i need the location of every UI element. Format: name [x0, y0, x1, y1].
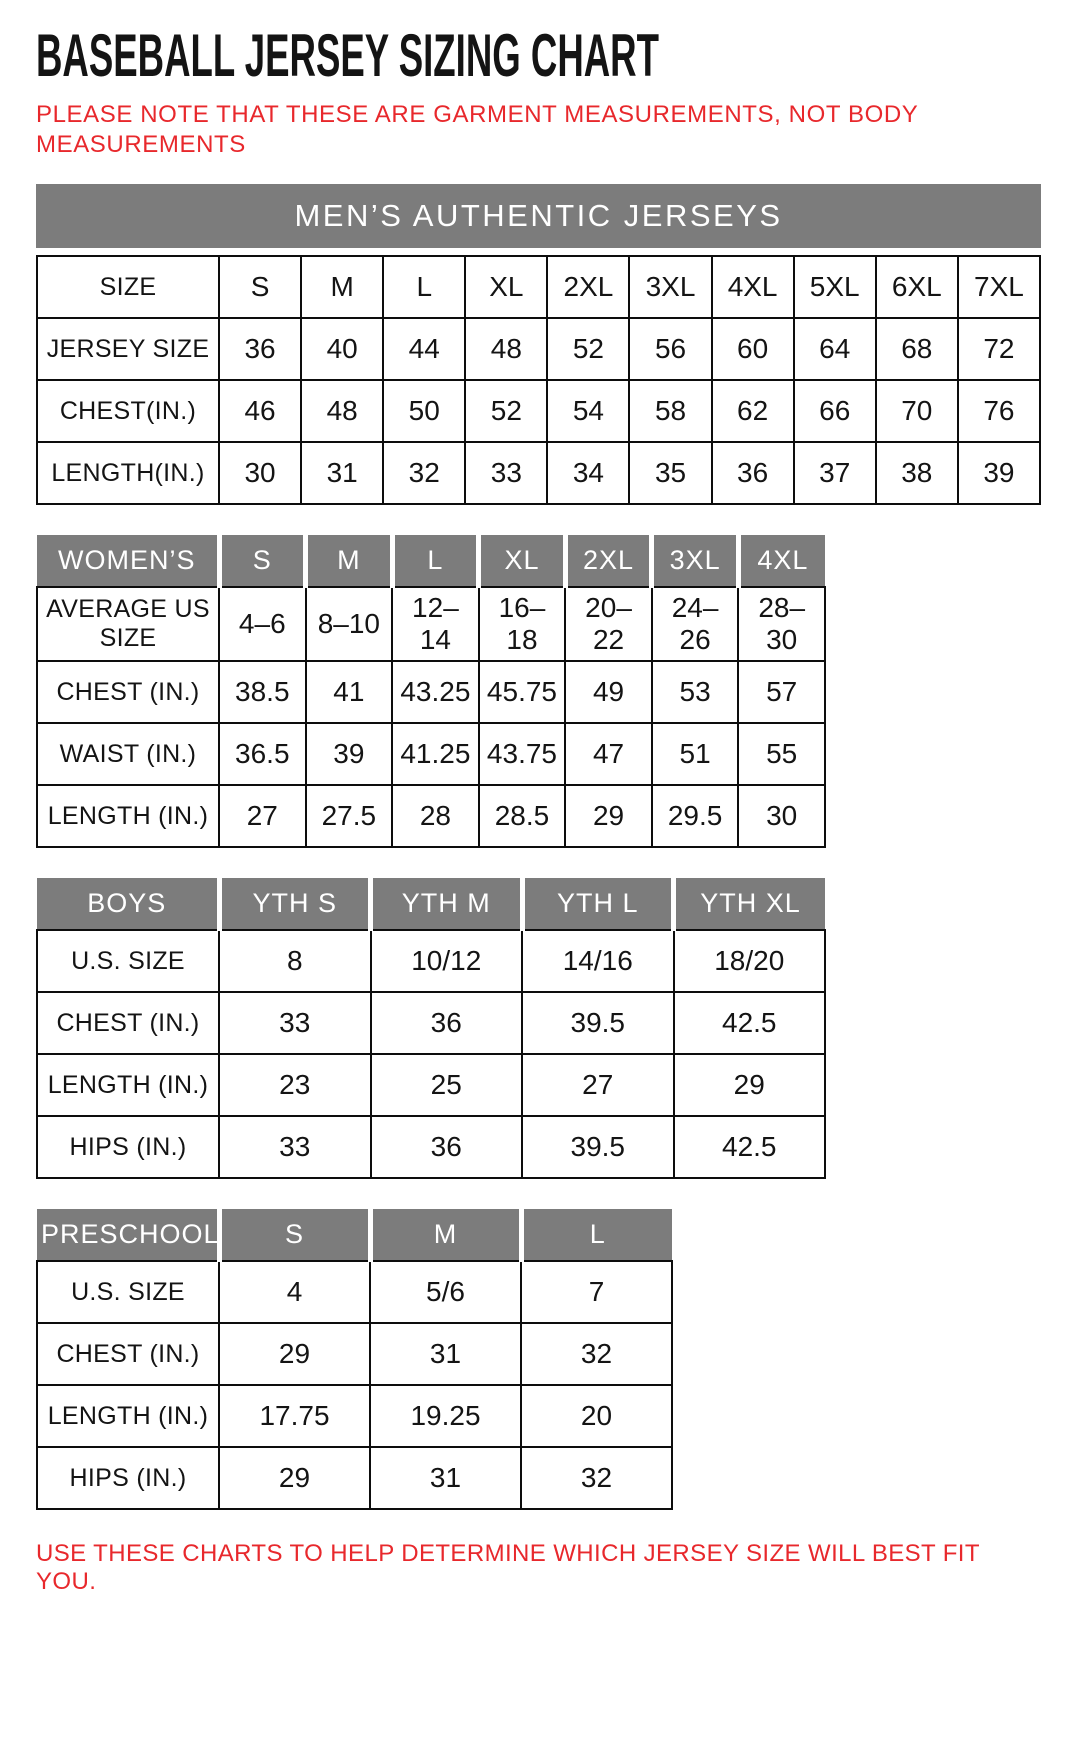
- size-header-cell: M: [370, 1209, 521, 1261]
- size-header-cell: YTH M: [371, 878, 523, 930]
- size-header-cell: 2XL: [565, 535, 652, 587]
- womens-header-label: WOMEN’S: [37, 535, 219, 587]
- row-label: LENGTH (IN.): [37, 1054, 219, 1116]
- table-row: [37, 1116, 825, 1178]
- value-cell: 50: [383, 380, 465, 442]
- value-cell: 54: [547, 380, 629, 442]
- value-cell: 40: [301, 318, 383, 380]
- value-cell: 41.25: [392, 723, 479, 785]
- size-header-cell: 4XL: [738, 535, 825, 587]
- value-cell: 29: [674, 1054, 826, 1116]
- size-header-cell: M: [306, 535, 393, 587]
- value-cell: 4: [219, 1261, 370, 1323]
- value-cell: 32: [521, 1447, 672, 1509]
- value-cell: 28–30: [738, 587, 825, 661]
- value-cell: 58: [629, 380, 711, 442]
- value-cell: 34: [547, 442, 629, 504]
- value-cell: 35: [629, 442, 711, 504]
- value-cell: 12–14: [392, 587, 479, 661]
- value-cell: 4XL: [712, 256, 794, 318]
- size-header-cell: S: [219, 1209, 370, 1261]
- value-cell: 52: [547, 318, 629, 380]
- size-header-cell: XL: [479, 535, 566, 587]
- value-cell: 8–10: [306, 587, 393, 661]
- size-header-cell: YTH S: [219, 878, 371, 930]
- value-cell: 4–6: [219, 587, 306, 661]
- value-cell: 6XL: [876, 256, 958, 318]
- row-label: CHEST (IN.): [37, 661, 219, 723]
- table-row: [37, 1323, 672, 1385]
- value-cell: 7XL: [958, 256, 1040, 318]
- value-cell: 52: [465, 380, 547, 442]
- value-cell: 51: [652, 723, 739, 785]
- table-row: [37, 1385, 672, 1447]
- row-label: U.S. SIZE: [37, 930, 219, 992]
- value-cell: 7: [521, 1261, 672, 1323]
- value-cell: 27: [522, 1054, 674, 1116]
- value-cell: 28.5: [479, 785, 566, 847]
- preschool-sizing-section: [36, 1209, 1041, 1510]
- table-row: [37, 380, 1040, 442]
- value-cell: 39: [306, 723, 393, 785]
- value-cell: 76: [958, 380, 1040, 442]
- table-row: [37, 992, 825, 1054]
- value-cell: 10/12: [371, 930, 523, 992]
- value-cell: 70: [876, 380, 958, 442]
- value-cell: 39.5: [522, 992, 674, 1054]
- size-header-cell: 3XL: [652, 535, 739, 587]
- value-cell: 43.75: [479, 723, 566, 785]
- value-cell: 36: [712, 442, 794, 504]
- value-cell: 36: [371, 992, 523, 1054]
- value-cell: 29: [565, 785, 652, 847]
- value-cell: 57: [738, 661, 825, 723]
- value-cell: 20: [521, 1385, 672, 1447]
- mens-sizing-section: [36, 184, 1041, 505]
- value-cell: 38: [876, 442, 958, 504]
- value-cell: 17.75: [219, 1385, 370, 1447]
- value-cell: 30: [738, 785, 825, 847]
- womens-sizing-section: [36, 535, 1041, 848]
- value-cell: L: [383, 256, 465, 318]
- row-label: AVERAGE US SIZE: [37, 587, 219, 661]
- value-cell: 29: [219, 1447, 370, 1509]
- preschool-header-label: PRESCHOOL: [37, 1209, 219, 1261]
- table-row: [37, 587, 825, 661]
- table-row: [37, 930, 825, 992]
- womens-sizing-table: [36, 535, 826, 848]
- row-label: HIPS (IN.): [37, 1447, 219, 1509]
- size-header-cell: L: [392, 535, 479, 587]
- value-cell: 16–18: [479, 587, 566, 661]
- value-cell: 62: [712, 380, 794, 442]
- value-cell: 36: [219, 318, 301, 380]
- value-cell: 20–22: [565, 587, 652, 661]
- value-cell: 47: [565, 723, 652, 785]
- row-label: HIPS (IN.): [37, 1116, 219, 1178]
- boys-header-label: BOYS: [37, 878, 219, 930]
- value-cell: 33: [219, 1116, 371, 1178]
- value-cell: 19.25: [370, 1385, 521, 1447]
- value-cell: 27.5: [306, 785, 393, 847]
- value-cell: 38.5: [219, 661, 306, 723]
- value-cell: 48: [465, 318, 547, 380]
- value-cell: 41: [306, 661, 393, 723]
- boys-header-row: [37, 878, 825, 930]
- value-cell: 49: [565, 661, 652, 723]
- value-cell: 5/6: [370, 1261, 521, 1323]
- value-cell: 14/16: [522, 930, 674, 992]
- table-row: [37, 1447, 672, 1509]
- value-cell: 55: [738, 723, 825, 785]
- value-cell: 32: [521, 1323, 672, 1385]
- value-cell: 66: [794, 380, 876, 442]
- value-cell: XL: [465, 256, 547, 318]
- value-cell: 33: [219, 992, 371, 1054]
- value-cell: S: [219, 256, 301, 318]
- preschool-sizing-table: [36, 1209, 673, 1510]
- row-label: JERSEY SIZE: [37, 318, 219, 380]
- value-cell: 68: [876, 318, 958, 380]
- value-cell: 46: [219, 380, 301, 442]
- value-cell: 31: [370, 1447, 521, 1509]
- row-label: LENGTH(IN.): [37, 442, 219, 504]
- value-cell: 27: [219, 785, 306, 847]
- value-cell: 30: [219, 442, 301, 504]
- footer-note: USE THESE CHARTS TO HELP DETERMINE WHICH JERSEY SIZE WILL BEST FIT YOU.: [36, 1540, 980, 1595]
- row-label: LENGTH (IN.): [37, 1385, 219, 1447]
- page-title: BASEBALL JERSEY SIZING CHART: [36, 22, 659, 89]
- value-cell: 45.75: [479, 661, 566, 723]
- table-row: [37, 723, 825, 785]
- value-cell: 36: [371, 1116, 523, 1178]
- mens-table-title: MEN’S AUTHENTIC JERSEYS: [36, 184, 1041, 248]
- size-header-cell: S: [219, 535, 306, 587]
- row-label: SIZE: [37, 256, 219, 318]
- value-cell: 43.25: [392, 661, 479, 723]
- value-cell: 36.5: [219, 723, 306, 785]
- value-cell: 29.5: [652, 785, 739, 847]
- value-cell: 42.5: [674, 1116, 826, 1178]
- row-label: CHEST (IN.): [37, 992, 219, 1054]
- value-cell: 5XL: [794, 256, 876, 318]
- value-cell: M: [301, 256, 383, 318]
- size-header-cell: YTH L: [522, 878, 674, 930]
- table-row: [37, 318, 1040, 380]
- garment-measurement-note: PLEASE NOTE THAT THESE ARE GARMENT MEASUREMENTS, NOT BODY MEASUREMENTS: [36, 101, 918, 158]
- size-header-cell: L: [521, 1209, 672, 1261]
- value-cell: 3XL: [629, 256, 711, 318]
- value-cell: 8: [219, 930, 371, 992]
- value-cell: 42.5: [674, 992, 826, 1054]
- table-row: [37, 785, 825, 847]
- value-cell: 33: [465, 442, 547, 504]
- value-cell: 2XL: [547, 256, 629, 318]
- table-row: [37, 442, 1040, 504]
- value-cell: 18/20: [674, 930, 826, 992]
- boys-sizing-table: [36, 878, 826, 1179]
- preschool-header-row: [37, 1209, 672, 1261]
- value-cell: 44: [383, 318, 465, 380]
- value-cell: 37: [794, 442, 876, 504]
- table-row: [37, 661, 825, 723]
- value-cell: 53: [652, 661, 739, 723]
- table-row: [37, 256, 1040, 318]
- boys-sizing-section: [36, 878, 1041, 1179]
- size-header-cell: YTH XL: [674, 878, 826, 930]
- row-label: CHEST(IN.): [37, 380, 219, 442]
- value-cell: 31: [301, 442, 383, 504]
- value-cell: 60: [712, 318, 794, 380]
- value-cell: 25: [371, 1054, 523, 1116]
- value-cell: 72: [958, 318, 1040, 380]
- womens-header-row: [37, 535, 825, 587]
- row-label: CHEST (IN.): [37, 1323, 219, 1385]
- value-cell: 23: [219, 1054, 371, 1116]
- value-cell: 29: [219, 1323, 370, 1385]
- value-cell: 39.5: [522, 1116, 674, 1178]
- value-cell: 24–26: [652, 587, 739, 661]
- row-label: LENGTH (IN.): [37, 785, 219, 847]
- row-label: WAIST (IN.): [37, 723, 219, 785]
- value-cell: 28: [392, 785, 479, 847]
- value-cell: 39: [958, 442, 1040, 504]
- mens-sizing-table: [36, 255, 1041, 505]
- value-cell: 31: [370, 1323, 521, 1385]
- table-row: [37, 1261, 672, 1323]
- value-cell: 48: [301, 380, 383, 442]
- row-label: U.S. SIZE: [37, 1261, 219, 1323]
- value-cell: 32: [383, 442, 465, 504]
- table-row: [37, 1054, 825, 1116]
- value-cell: 56: [629, 318, 711, 380]
- value-cell: 64: [794, 318, 876, 380]
